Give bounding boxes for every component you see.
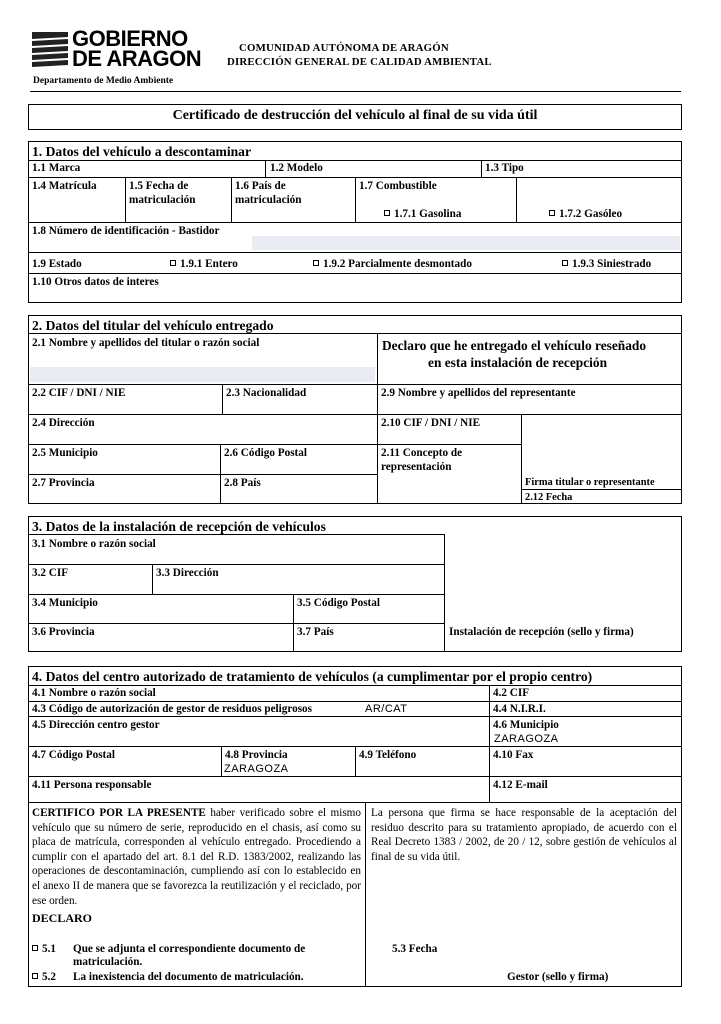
rule — [355, 746, 356, 776]
rule — [28, 444, 521, 445]
label-email-centro: 4.12 E-mail — [493, 779, 548, 791]
label-fecha-titular: 2.12 Fecha — [525, 492, 573, 503]
label-municipio-titular: 2.5 Municipio — [32, 447, 98, 459]
checkbox-icon — [32, 973, 38, 979]
declaration-line-2: en esta instalación de recepción — [428, 355, 608, 370]
item-5-1-line-2: matriculación. — [73, 956, 143, 968]
bastidor-field[interactable] — [252, 236, 680, 250]
rule — [365, 802, 366, 987]
rule — [28, 534, 444, 535]
label-matricula: 1.4 Matrícula — [32, 180, 97, 192]
logo-line-1: GOBIERNO — [72, 26, 188, 51]
label-nombre-titular: 2.1 Nombre y apellidos del titular o razón social — [32, 337, 260, 349]
label-nombre-instalacion: 3.1 Nombre o razón social — [32, 538, 156, 550]
rule — [125, 177, 126, 222]
label-pais-instalacion: 3.7 País — [297, 626, 334, 638]
rule — [28, 414, 682, 415]
label-direccion-titular: 2.4 Dirección — [32, 417, 95, 429]
rule — [489, 685, 490, 802]
department-name: Departamento de Medio Ambiente — [33, 76, 174, 86]
label-combustible: 1.7 Combustible — [359, 180, 437, 192]
rule — [28, 564, 444, 565]
checkbox-gasoleo[interactable] — [549, 208, 622, 221]
label-gestor-sello: Gestor (sello y firma) — [507, 971, 609, 983]
item-5-2-text: La inexistencia del documento de matriculación. — [73, 971, 304, 983]
certification-lead: CERTIFICO POR LA PRESENTE — [32, 807, 206, 819]
checkbox-icon — [384, 210, 390, 216]
label-codigo-autorizacion: 4.3 Código de autorización de gestor de residuos peligrosos — [32, 703, 313, 715]
label-fecha-gestor: 5.3 Fecha — [392, 943, 438, 955]
checkbox-icon — [32, 945, 38, 951]
checkbox-5-2[interactable] — [32, 971, 56, 984]
label-provincia-instalacion: 3.6 Provincia — [32, 626, 95, 638]
rule — [28, 685, 682, 686]
provincia-centro-value: ZARAGOZA — [224, 763, 289, 775]
rule — [28, 474, 377, 475]
label-provincia-titular: 2.7 Provincia — [32, 477, 95, 489]
rule — [521, 414, 522, 504]
label-sello-instalacion: Instalación de recepción (sello y firma) — [449, 626, 634, 638]
rule — [444, 534, 445, 652]
declaration-line-1: Declaro que he entregado el vehículo reseñado — [382, 338, 647, 353]
checkbox-icon — [562, 260, 568, 266]
nombre-titular-field[interactable] — [30, 367, 375, 382]
label-fecha-matriculacion-2: matriculación — [129, 194, 196, 206]
org-line-1: COMUNIDAD AUTÓNOMA DE ARAGÓN — [239, 42, 449, 54]
checkbox-icon — [549, 210, 555, 216]
rule — [28, 623, 444, 624]
rule — [516, 177, 517, 222]
label-firma-titular: Firma titular o representante — [525, 477, 655, 488]
rule — [265, 160, 266, 177]
label-pais-matriculacion-2: matriculación — [235, 194, 302, 206]
label-telefono-centro: 4.9 Teléfono — [359, 749, 417, 761]
codigo-autorizacion-value: AR/CAT — [365, 703, 408, 715]
label-estado: 1.9 Estado — [32, 258, 82, 270]
parcial-label: 1.9.2 Parcialmente desmontado — [323, 258, 472, 270]
label-codigo-postal-centro: 4.7 Código Postal — [32, 749, 115, 761]
checkbox-icon — [170, 260, 176, 266]
checkbox-parcial[interactable] — [313, 258, 472, 271]
rule — [28, 252, 682, 253]
rule — [28, 333, 682, 334]
responsibility-text: La persona que firma se hace responsable de la aceptación del residuo descrito para su tratamiento apropiado, de acuerdo con el Real Decreto 1383 / 2002, de 20 / 12, sobre gestión de vehículos al final de su vida útil. — [371, 807, 677, 863]
label-cif-representante: 2.10 CIF / DNI / NIE — [381, 417, 481, 429]
rule — [28, 716, 682, 717]
label-codigo-postal-instalacion: 3.5 Código Postal — [297, 597, 380, 609]
label-codigo-postal-titular: 2.6 Código Postal — [224, 447, 307, 459]
rule — [355, 177, 356, 222]
rule — [28, 701, 682, 702]
aragon-emblem-icon — [32, 30, 68, 70]
rule — [28, 222, 682, 223]
responsibility-paragraph — [371, 806, 677, 864]
label-persona-responsable: 4.11 Persona responsable — [32, 779, 152, 791]
item-5-1-number: 5.1 — [42, 943, 56, 955]
checkbox-siniestrado[interactable] — [562, 258, 651, 271]
rule — [28, 160, 682, 161]
section-2-heading: 2. Datos del titular del vehículo entregado — [32, 318, 274, 333]
label-nombre-centro: 4.1 Nombre o razón social — [32, 687, 156, 699]
label-nacionalidad: 2.3 Nacionalidad — [226, 387, 307, 399]
gasoleo-label: 1.7.2 Gasóleo — [559, 208, 623, 220]
rule — [231, 177, 232, 222]
section-4-heading: 4. Datos del centro autorizado de tratamiento de vehículos (a cumplimentar por el propio centro) — [32, 669, 593, 684]
rule — [377, 333, 378, 504]
rule — [28, 594, 444, 595]
rule — [221, 746, 222, 776]
label-bastidor: 1.8 Número de identificación - Bastidor — [32, 225, 220, 237]
label-otros-datos: 1.10 Otros datos de interes — [32, 276, 159, 288]
certification-paragraph — [32, 806, 361, 908]
checkbox-gasolina[interactable] — [384, 208, 461, 221]
label-concepto-2: representación — [381, 461, 452, 473]
page-title: Certificado de destrucción del vehículo al final de su vida útil — [172, 108, 538, 123]
rule — [152, 564, 153, 594]
label-fecha-matriculacion-1: 1.5 Fecha de — [129, 180, 189, 192]
label-provincia-centro: 4.8 Provincia — [225, 749, 288, 761]
declaro-heading: DECLARO — [32, 911, 93, 925]
org-line-2: DIRECCIÓN GENERAL DE CALIDAD AMBIENTAL — [227, 56, 492, 68]
checkbox-5-1[interactable] — [32, 943, 56, 956]
label-pais-matriculacion-1: 1.6 País de — [235, 180, 286, 192]
label-municipio-instalacion: 3.4 Municipio — [32, 597, 98, 609]
logo-line-2: DE ARAGON — [72, 46, 202, 71]
label-fax-centro: 4.10 Fax — [493, 749, 534, 761]
rule — [28, 776, 682, 777]
item-5-2-number: 5.2 — [42, 971, 56, 983]
municipio-centro-value: ZARAGOZA — [494, 733, 559, 745]
rule — [521, 489, 682, 490]
label-cif-instalacion: 3.2 CIF — [32, 567, 69, 579]
section-1-heading: 1. Datos del vehículo a descontaminar — [32, 144, 252, 159]
label-tipo: 1.3 Tipo — [485, 162, 524, 174]
gobierno-aragon-logo — [32, 28, 207, 72]
label-municipio-centro: 4.6 Municipio — [493, 719, 559, 731]
label-modelo: 1.2 Modelo — [270, 162, 323, 174]
checkbox-icon — [313, 260, 319, 266]
label-pais-titular: 2.8 País — [224, 477, 261, 489]
rule — [222, 384, 223, 414]
label-niri: 4.4 N.I.R.I. — [493, 703, 546, 715]
entero-label: 1.9.1 Entero — [180, 258, 238, 270]
label-marca: 1.1 Marca — [32, 162, 81, 174]
item-5-1-line-1: Que se adjunta el correspondiente documento de — [73, 943, 306, 955]
checkbox-entero[interactable] — [170, 258, 238, 271]
label-cif-centro: 4.2 CIF — [493, 687, 530, 699]
label-representante: 2.9 Nombre y apellidos del representante — [381, 387, 576, 399]
label-cif-titular: 2.2 CIF / DNI / NIE — [32, 387, 126, 399]
gasolina-label: 1.7.1 Gasolina — [394, 208, 462, 220]
header-rule — [30, 91, 681, 92]
siniestrado-label: 1.9.3 Siniestrado — [572, 258, 652, 270]
label-direccion-centro: 4.5 Dirección centro gestor — [32, 719, 160, 731]
rule — [28, 384, 682, 385]
rule — [28, 802, 682, 803]
label-direccion-instalacion: 3.3 Dirección — [156, 567, 219, 579]
rule — [28, 273, 682, 274]
label-concepto-1: 2.11 Concepto de — [381, 447, 463, 459]
section-3-heading: 3. Datos de la instalación de recepción de vehículos — [32, 519, 326, 534]
certification-text: haber verificado sobre el mismo vehículo que su número de serie, reproducido en el chasis, así como su placa de matrícula, corresponden al vehículo entregado. Procediendo a cumplir con el apartado del art. 8.1 del R.D. 1383/2002, realizando las operaciones de descontaminación, cumpliendo así con lo establecido en el anexo II de manera que se favorezca la reutilización y el reciclado, por ese orden. — [32, 807, 361, 907]
rule — [481, 160, 482, 177]
